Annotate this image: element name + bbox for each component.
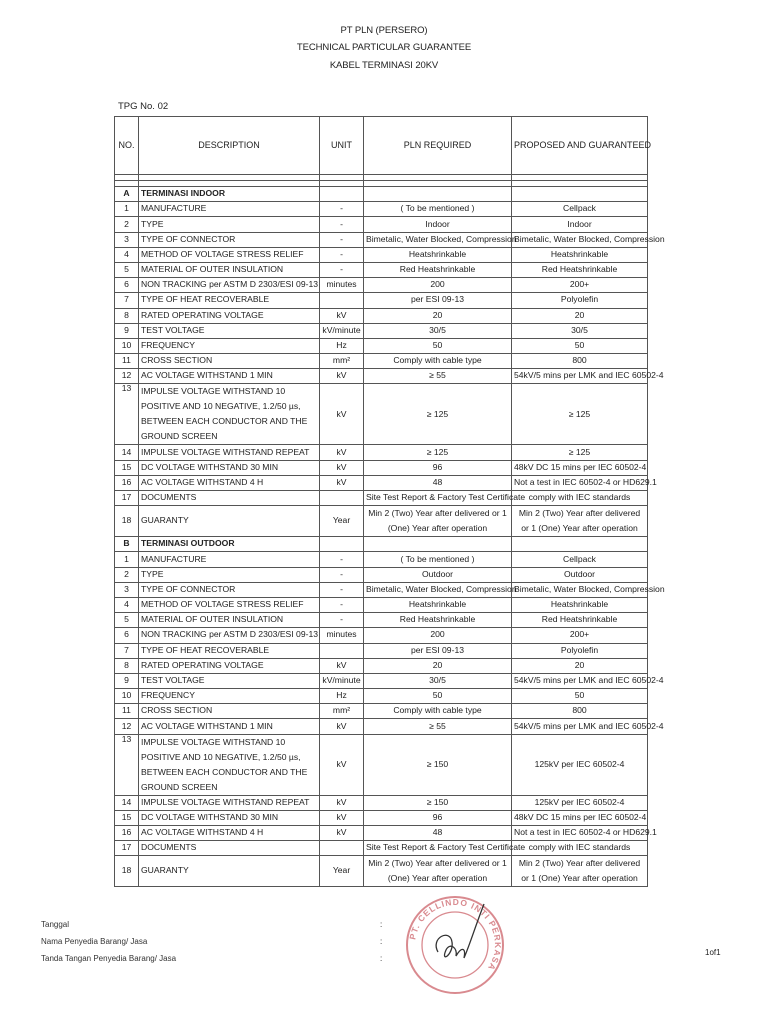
table-row bbox=[115, 643, 648, 658]
row-proposed: comply with IEC standards bbox=[512, 491, 648, 506]
row-description: MATERIAL OF OUTER INSULATION bbox=[139, 613, 320, 628]
row-proposed: 800 bbox=[512, 354, 648, 369]
row-proposed: Indoor bbox=[512, 217, 648, 232]
row-description: CROSS SECTION bbox=[139, 354, 320, 369]
footer-colon: : bbox=[380, 954, 383, 963]
row-number: 6 bbox=[115, 278, 139, 293]
row-number: 12 bbox=[115, 369, 139, 384]
row-unit: - bbox=[320, 552, 364, 567]
row-proposed: 800 bbox=[512, 704, 648, 719]
table-row bbox=[115, 552, 648, 567]
table-row bbox=[115, 826, 648, 841]
row-number: 17 bbox=[115, 841, 139, 856]
row-unit: Hz bbox=[320, 689, 364, 704]
row-unit: kV bbox=[320, 475, 364, 490]
row-unit bbox=[320, 643, 364, 658]
doc-title-product: KABEL TERMINASI 20KV bbox=[329, 60, 439, 71]
row-number: 5 bbox=[115, 262, 139, 277]
row-number: 14 bbox=[115, 445, 139, 460]
row-unit: - bbox=[320, 247, 364, 262]
doc-title-company: PT PLN (PERSERO) bbox=[340, 25, 428, 36]
row-proposed: 50 bbox=[512, 338, 648, 353]
row-number: 11 bbox=[115, 704, 139, 719]
row-unit: kV bbox=[320, 308, 364, 323]
empty-cell bbox=[364, 537, 512, 552]
empty-cell bbox=[320, 537, 364, 552]
table-row bbox=[115, 658, 648, 673]
row-number: 11 bbox=[115, 354, 139, 369]
row-proposed: Heatshrinkable bbox=[512, 597, 648, 612]
row-proposed: Bimetalic, Water Blocked, Compression bbox=[512, 232, 648, 247]
footer-tanggal-label: Tanggal bbox=[41, 920, 70, 929]
section-row bbox=[115, 537, 648, 552]
row-unit: kV/minute bbox=[320, 323, 364, 338]
table-row bbox=[115, 613, 648, 628]
row-pln-required: 50 bbox=[364, 689, 512, 704]
table-row bbox=[115, 597, 648, 612]
row-description: MATERIAL OF OUTER INSULATION bbox=[139, 262, 320, 277]
table-row bbox=[115, 795, 648, 810]
row-number: 1 bbox=[115, 552, 139, 567]
table-row bbox=[115, 293, 648, 308]
row-proposed: Polyolefin bbox=[512, 293, 648, 308]
doc-title-tpg: TECHNICAL PARTICULAR GUARANTEE bbox=[296, 42, 472, 53]
row-unit: Hz bbox=[320, 338, 364, 353]
row-description: RATED OPERATING VOLTAGE bbox=[139, 658, 320, 673]
table-row bbox=[115, 247, 648, 262]
col-header-no: NO. bbox=[115, 117, 139, 175]
row-number: 15 bbox=[115, 810, 139, 825]
row-pln-required: Bimetalic, Water Blocked, Compression bbox=[364, 582, 512, 597]
row-proposed: 125kV per IEC 60502-4 bbox=[512, 795, 648, 810]
row-proposed: 20 bbox=[512, 308, 648, 323]
row-unit: - bbox=[320, 232, 364, 247]
row-number: 3 bbox=[115, 232, 139, 247]
table-row bbox=[115, 856, 648, 887]
row-pln-required: ≥ 150 bbox=[364, 795, 512, 810]
row-proposed: 48kV DC 15 mins per IEC 60502-4 bbox=[512, 460, 648, 475]
row-description: MANUFACTURE bbox=[139, 552, 320, 567]
row-description: MANUFACTURE bbox=[139, 202, 320, 217]
row-unit: kV/minute bbox=[320, 673, 364, 688]
row-unit bbox=[320, 293, 364, 308]
row-pln-required: per ESI 09-13 bbox=[364, 293, 512, 308]
row-description: RATED OPERATING VOLTAGE bbox=[139, 308, 320, 323]
company-stamp-icon bbox=[400, 890, 510, 1000]
row-pln-required: Red Heatshrinkable bbox=[364, 613, 512, 628]
table-row bbox=[115, 217, 648, 232]
row-number: 7 bbox=[115, 643, 139, 658]
row-proposed: ≥ 125 bbox=[512, 384, 648, 445]
row-proposed: 200+ bbox=[512, 628, 648, 643]
row-pln-required: 20 bbox=[364, 308, 512, 323]
row-pln-required: 96 bbox=[364, 810, 512, 825]
row-proposed: Cellpack bbox=[512, 552, 648, 567]
row-unit: kV bbox=[320, 369, 364, 384]
row-description: TYPE bbox=[139, 567, 320, 582]
table-row bbox=[115, 810, 648, 825]
table-row bbox=[115, 689, 648, 704]
table-row bbox=[115, 673, 648, 688]
row-unit: - bbox=[320, 613, 364, 628]
table-row bbox=[115, 734, 648, 795]
row-unit: Year bbox=[320, 856, 364, 887]
row-unit: kV bbox=[320, 658, 364, 673]
row-number: 10 bbox=[115, 689, 139, 704]
row-description: DOCUMENTS bbox=[139, 841, 320, 856]
table-row bbox=[115, 369, 648, 384]
table-row bbox=[115, 445, 648, 460]
row-number: 4 bbox=[115, 247, 139, 262]
row-proposed: Heatshrinkable bbox=[512, 247, 648, 262]
table-row bbox=[115, 460, 648, 475]
row-description: NON TRACKING per ASTM D 2303/ESI 09-13 bbox=[139, 628, 320, 643]
row-description: DOCUMENTS bbox=[139, 491, 320, 506]
row-pln-required: 50 bbox=[364, 338, 512, 353]
row-number: 2 bbox=[115, 567, 139, 582]
row-pln-required: 30/5 bbox=[364, 323, 512, 338]
footer-nama-label: Nama Penyedia Barang/ Jasa bbox=[41, 937, 148, 946]
row-proposed: Not a test in IEC 60502-4 or HD629.1 bbox=[512, 826, 648, 841]
row-proposed: comply with IEC standards bbox=[512, 841, 648, 856]
table-row bbox=[115, 567, 648, 582]
row-description: TEST VOLTAGE bbox=[139, 673, 320, 688]
row-description: TEST VOLTAGE bbox=[139, 323, 320, 338]
row-unit: mm² bbox=[320, 704, 364, 719]
footer-ttd-label: Tanda Tangan Penyedia Barang/ Jasa bbox=[41, 954, 177, 963]
row-unit: minutes bbox=[320, 628, 364, 643]
row-pln-required: ≥ 150 bbox=[364, 734, 512, 795]
row-pln-required: 30/5 bbox=[364, 673, 512, 688]
row-description: FREQUENCY bbox=[139, 689, 320, 704]
row-number: 6 bbox=[115, 628, 139, 643]
row-proposed: Bimetalic, Water Blocked, Compression bbox=[512, 582, 648, 597]
row-unit: kV bbox=[320, 719, 364, 734]
table-row bbox=[115, 338, 648, 353]
row-unit: kV bbox=[320, 734, 364, 795]
table-header-row bbox=[115, 117, 648, 175]
row-description: AC VOLTAGE WITHSTAND 1 MIN bbox=[139, 719, 320, 734]
section-title: TERMINASI INDOOR bbox=[139, 187, 320, 202]
table-row bbox=[115, 308, 648, 323]
row-number: 18 bbox=[115, 856, 139, 887]
section-title: TERMINASI OUTDOOR bbox=[139, 537, 320, 552]
row-unit: Year bbox=[320, 506, 364, 537]
row-pln-required: Indoor bbox=[364, 217, 512, 232]
row-unit: - bbox=[320, 582, 364, 597]
row-pln-required: 20 bbox=[364, 658, 512, 673]
row-description: IMPULSE VOLTAGE WITHSTAND 10 POSITIVE AND 10 NEGATIVE, 1.2/50 µs, BETWEEN EACH CONDUCTOR AND THE GROUND SCREEN bbox=[139, 384, 320, 445]
row-unit: mm² bbox=[320, 354, 364, 369]
empty-cell bbox=[512, 187, 648, 202]
table-row bbox=[115, 262, 648, 277]
row-number: 4 bbox=[115, 597, 139, 612]
row-proposed: 200+ bbox=[512, 278, 648, 293]
col-header-unit: UNIT bbox=[320, 117, 364, 175]
row-description: IMPULSE VOLTAGE WITHSTAND REPEAT bbox=[139, 445, 320, 460]
row-description: METHOD OF VOLTAGE STRESS RELIEF bbox=[139, 247, 320, 262]
row-proposed: Not a test in IEC 60502-4 or HD629.1 bbox=[512, 475, 648, 490]
row-number: 13 bbox=[115, 734, 139, 795]
table-row bbox=[115, 354, 648, 369]
row-pln-required: Heatshrinkable bbox=[364, 247, 512, 262]
section-row bbox=[115, 187, 648, 202]
row-description: AC VOLTAGE WITHSTAND 1 MIN bbox=[139, 369, 320, 384]
row-unit bbox=[320, 841, 364, 856]
row-proposed: 54kV/5 mins per LMK and IEC 60502-4 bbox=[512, 673, 648, 688]
row-proposed: Red Heatshrinkable bbox=[512, 613, 648, 628]
stamp-text: PT. CELLINDO INTI PERKASA bbox=[407, 896, 504, 973]
row-proposed: 50 bbox=[512, 689, 648, 704]
row-number: 2 bbox=[115, 217, 139, 232]
row-pln-required: ≥ 125 bbox=[364, 445, 512, 460]
row-pln-required: Min 2 (Two) Year after delivered or 1 (One) Year after operation bbox=[364, 506, 512, 537]
row-pln-required: Bimetalic, Water Blocked, Compression bbox=[364, 232, 512, 247]
col-header-proposed: PROPOSED AND GUARANTEED bbox=[512, 117, 648, 175]
table-row bbox=[115, 475, 648, 490]
row-number: 16 bbox=[115, 475, 139, 490]
row-unit: kV bbox=[320, 826, 364, 841]
row-description: TYPE OF CONNECTOR bbox=[139, 232, 320, 247]
row-unit: kV bbox=[320, 384, 364, 445]
tpg-number: TPG No. 02 bbox=[118, 101, 169, 112]
row-proposed: Red Heatshrinkable bbox=[512, 262, 648, 277]
row-description: DC VOLTAGE WITHSTAND 30 MIN bbox=[139, 810, 320, 825]
row-pln-required: Red Heatshrinkable bbox=[364, 262, 512, 277]
row-unit: - bbox=[320, 262, 364, 277]
row-unit: - bbox=[320, 202, 364, 217]
row-pln-required: 200 bbox=[364, 628, 512, 643]
row-number: 13 bbox=[115, 384, 139, 445]
empty-cell bbox=[512, 537, 648, 552]
row-description: IMPULSE VOLTAGE WITHSTAND 10 POSITIVE AND 10 NEGATIVE, 1.2/50 µs, BETWEEN EACH CONDUCTOR AND THE GROUND SCREEN bbox=[139, 734, 320, 795]
row-proposed: Cellpack bbox=[512, 202, 648, 217]
row-number: 8 bbox=[115, 658, 139, 673]
row-description: TYPE OF HEAT RECOVERABLE bbox=[139, 643, 320, 658]
row-number: 8 bbox=[115, 308, 139, 323]
row-description: NON TRACKING per ASTM D 2303/ESI 09-13 bbox=[139, 278, 320, 293]
row-unit: kV bbox=[320, 795, 364, 810]
row-proposed: Polyolefin bbox=[512, 643, 648, 658]
row-pln-required: 48 bbox=[364, 826, 512, 841]
section-letter: A bbox=[115, 187, 139, 202]
row-proposed: 20 bbox=[512, 658, 648, 673]
row-unit: kV bbox=[320, 810, 364, 825]
table-row bbox=[115, 719, 648, 734]
empty-cell bbox=[364, 187, 512, 202]
svg-text:PT. CELLINDO INTI PERKASA bbox=[407, 897, 503, 973]
row-pln-required: ≥ 55 bbox=[364, 719, 512, 734]
row-unit: kV bbox=[320, 460, 364, 475]
table-row bbox=[115, 841, 648, 856]
footer-colon: : bbox=[380, 937, 383, 946]
row-number: 9 bbox=[115, 323, 139, 338]
row-proposed: Min 2 (Two) Year after delivered or 1 (One) Year after operation bbox=[512, 856, 648, 887]
table-row bbox=[115, 491, 648, 506]
row-pln-required: ≥ 55 bbox=[364, 369, 512, 384]
row-description: TYPE OF CONNECTOR bbox=[139, 582, 320, 597]
row-number: 1 bbox=[115, 202, 139, 217]
row-pln-required: Comply with cable type bbox=[364, 704, 512, 719]
row-pln-required: 200 bbox=[364, 278, 512, 293]
row-number: 18 bbox=[115, 506, 139, 537]
row-number: 9 bbox=[115, 673, 139, 688]
row-proposed: Outdoor bbox=[512, 567, 648, 582]
row-number: 7 bbox=[115, 293, 139, 308]
row-description: DC VOLTAGE WITHSTAND 30 MIN bbox=[139, 460, 320, 475]
row-number: 15 bbox=[115, 460, 139, 475]
row-pln-required: Site Test Report & Factory Test Certificate bbox=[364, 841, 512, 856]
row-description: TYPE bbox=[139, 217, 320, 232]
table-row bbox=[115, 232, 648, 247]
col-header-description: DESCRIPTION bbox=[139, 117, 320, 175]
row-pln-required: 96 bbox=[364, 460, 512, 475]
row-description: AC VOLTAGE WITHSTAND 4 H bbox=[139, 475, 320, 490]
row-unit: minutes bbox=[320, 278, 364, 293]
row-description: GUARANTY bbox=[139, 856, 320, 887]
table-row bbox=[115, 202, 648, 217]
row-number: 16 bbox=[115, 826, 139, 841]
row-proposed: ≥ 125 bbox=[512, 445, 648, 460]
row-number: 5 bbox=[115, 613, 139, 628]
row-unit: - bbox=[320, 217, 364, 232]
row-description: CROSS SECTION bbox=[139, 704, 320, 719]
row-unit: - bbox=[320, 567, 364, 582]
row-proposed: 48kV DC 15 mins per IEC 60502-4 bbox=[512, 810, 648, 825]
row-description: GUARANTY bbox=[139, 506, 320, 537]
tpg-table bbox=[114, 116, 665, 887]
row-pln-required: Site Test Report & Factory Test Certificate bbox=[364, 491, 512, 506]
row-proposed: 54kV/5 mins per LMK and IEC 60502-4 bbox=[512, 719, 648, 734]
row-proposed: 54kV/5 mins per LMK and IEC 60502-4 bbox=[512, 369, 648, 384]
row-description: IMPULSE VOLTAGE WITHSTAND REPEAT bbox=[139, 795, 320, 810]
table-row bbox=[115, 704, 648, 719]
row-description: TYPE OF HEAT RECOVERABLE bbox=[139, 293, 320, 308]
table-row bbox=[115, 323, 648, 338]
empty-cell bbox=[320, 187, 364, 202]
row-number: 14 bbox=[115, 795, 139, 810]
row-pln-required: ≥ 125 bbox=[364, 384, 512, 445]
col-header-pln-required: PLN REQUIRED bbox=[364, 117, 512, 175]
table-row bbox=[115, 628, 648, 643]
table-row bbox=[115, 384, 648, 445]
row-pln-required: ( To be mentioned ) bbox=[364, 202, 512, 217]
row-number: 17 bbox=[115, 491, 139, 506]
row-description: METHOD OF VOLTAGE STRESS RELIEF bbox=[139, 597, 320, 612]
row-number: 3 bbox=[115, 582, 139, 597]
row-pln-required: Min 2 (Two) Year after delivered or 1 (One) Year after operation bbox=[364, 856, 512, 887]
row-pln-required: ( To be mentioned ) bbox=[364, 552, 512, 567]
row-description: AC VOLTAGE WITHSTAND 4 H bbox=[139, 826, 320, 841]
table-row bbox=[115, 582, 648, 597]
table-row bbox=[115, 278, 648, 293]
row-proposed: 125kV per IEC 60502-4 bbox=[512, 734, 648, 795]
row-pln-required: per ESI 09-13 bbox=[364, 643, 512, 658]
row-number: 12 bbox=[115, 719, 139, 734]
row-pln-required: Heatshrinkable bbox=[364, 597, 512, 612]
footer-colon: : bbox=[380, 920, 383, 929]
row-unit bbox=[320, 491, 364, 506]
row-number: 10 bbox=[115, 338, 139, 353]
table-row bbox=[115, 506, 648, 537]
row-proposed: 30/5 bbox=[512, 323, 648, 338]
row-description: FREQUENCY bbox=[139, 338, 320, 353]
row-pln-required: Comply with cable type bbox=[364, 354, 512, 369]
section-letter: B bbox=[115, 537, 139, 552]
table-body bbox=[115, 175, 665, 887]
row-pln-required: 48 bbox=[364, 475, 512, 490]
row-proposed: Min 2 (Two) Year after delivered or 1 (One) Year after operation bbox=[512, 506, 648, 537]
page-number: 1of1 bbox=[705, 948, 721, 957]
row-pln-required: Outdoor bbox=[364, 567, 512, 582]
row-unit: kV bbox=[320, 445, 364, 460]
row-unit: - bbox=[320, 597, 364, 612]
